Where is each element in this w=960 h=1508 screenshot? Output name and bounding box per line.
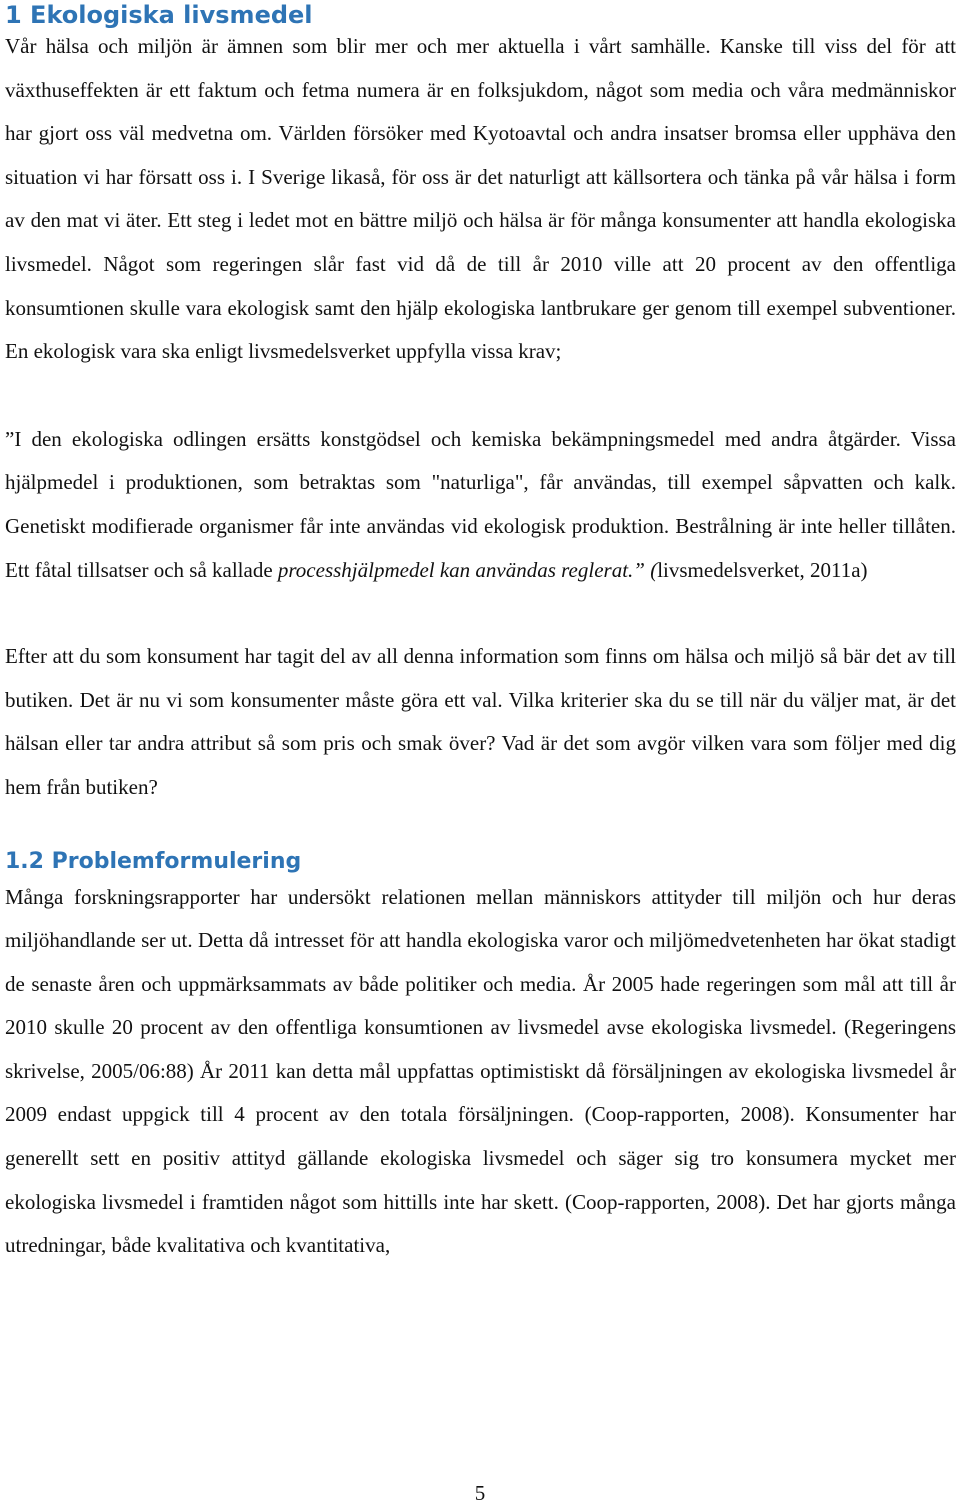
quote-citation: livsmedelsverket, 2011a)	[657, 557, 868, 582]
section-heading: 1 Ekologiska livsmedel	[5, 1, 313, 29]
page-number: 5	[474, 1481, 486, 1505]
quote-italic-text: processhjälpmedel kan användas reglerat.” (	[277, 557, 658, 582]
quote-text: ”I den ekologiska odlingen ersätts konstgödsel och kemiska bekämpningsmedel med andra åtgärder. Vissa hjälpmedel i produktionen, som betraktas som "naturliga", får användas, till exempel såpvatten och kalk. Genetiskt modifierade organismer får inte användas vid ekologisk produktion. Bestrålning är inte heller tillåten. Ett fåtal tillsatser och så kallade	[5, 426, 956, 582]
subsection-heading: 1.2 Problemformulering	[5, 848, 302, 874]
quote-paragraph	[5, 418, 956, 592]
intro-paragraph: Vår hälsa och miljön är ämnen som blir mer och mer aktuella i vårt samhälle. Kanske till viss del för att växthuseffekten är ett faktum och fetma numera är en folksjukdom, något som media och våra medmänniskor har gjort oss väl medvetna om. Världen försöker med Kyotoavtal och andra insatser bromsa eller upphäva den situation vi har försatt oss i. I Sverige likaså, för oss är det naturligt att källsortera och tänka på vår hälsa i form av den mat vi äter. Ett steg i ledet mot en bättre miljö och hälsa är för många konsumenter att handla ekologiska livsmedel. Något som regeringen slår fast vid då de till år 2010 ville att 20 procent av den offentliga konsumtionen skulle vara ekologisk samt den hjälp ekologiska lantbrukare ger genom till exempel subventioner. En ekologisk vara ska enligt livsmedelsverket uppfylla vissa krav;	[5, 34, 956, 364]
problem-paragraph: Många forskningsrapporter har undersökt relationen mellan människors attityder till miljön och hur deras miljöhandlande ser ut. Detta då intresset för att handla ekologiska varor och miljömedvetenheten har ökat stadigt de senaste åren och uppmärksammats av både politiker och media. År 2005 hade regeringen som mål att till år 2010 skulle 20 procent av den offentliga konsumtionen av livsmedel avse ekologiska livsmedel. (Regeringens skrivelse, 2005/06:88) År 2011 kan detta mål uppfattas optimistiskt då försäljningen av ekologiska livsmedel år 2009 endast uppgick till 4 procent av den totala försäljningen. (Coop-rapporten, 2008). Konsumenter har generellt sett en positiv attityd gällande ekologiska livsmedel och säger sig tro konsumera mycket mer ekologiska livsmedel i framtiden något som hittills inte har skett. (Coop-rapporten, 2008). Det har gjorts många utredningar, både kvalitativa och kvantitativa,	[5, 884, 956, 1258]
consumer-paragraph: Efter att du som konsument har tagit del av all denna information som finns om hälsa och miljö så bär det av till butiken. Det är nu vi som konsumenter måste göra ett val. Vilka kriterier ska du se till när du väljer mat, är det hälsan eller tar andra attribut så som pris och smak över? Vad är det som avgör vilken vara som följer med dig hem från butiken?	[5, 644, 956, 799]
